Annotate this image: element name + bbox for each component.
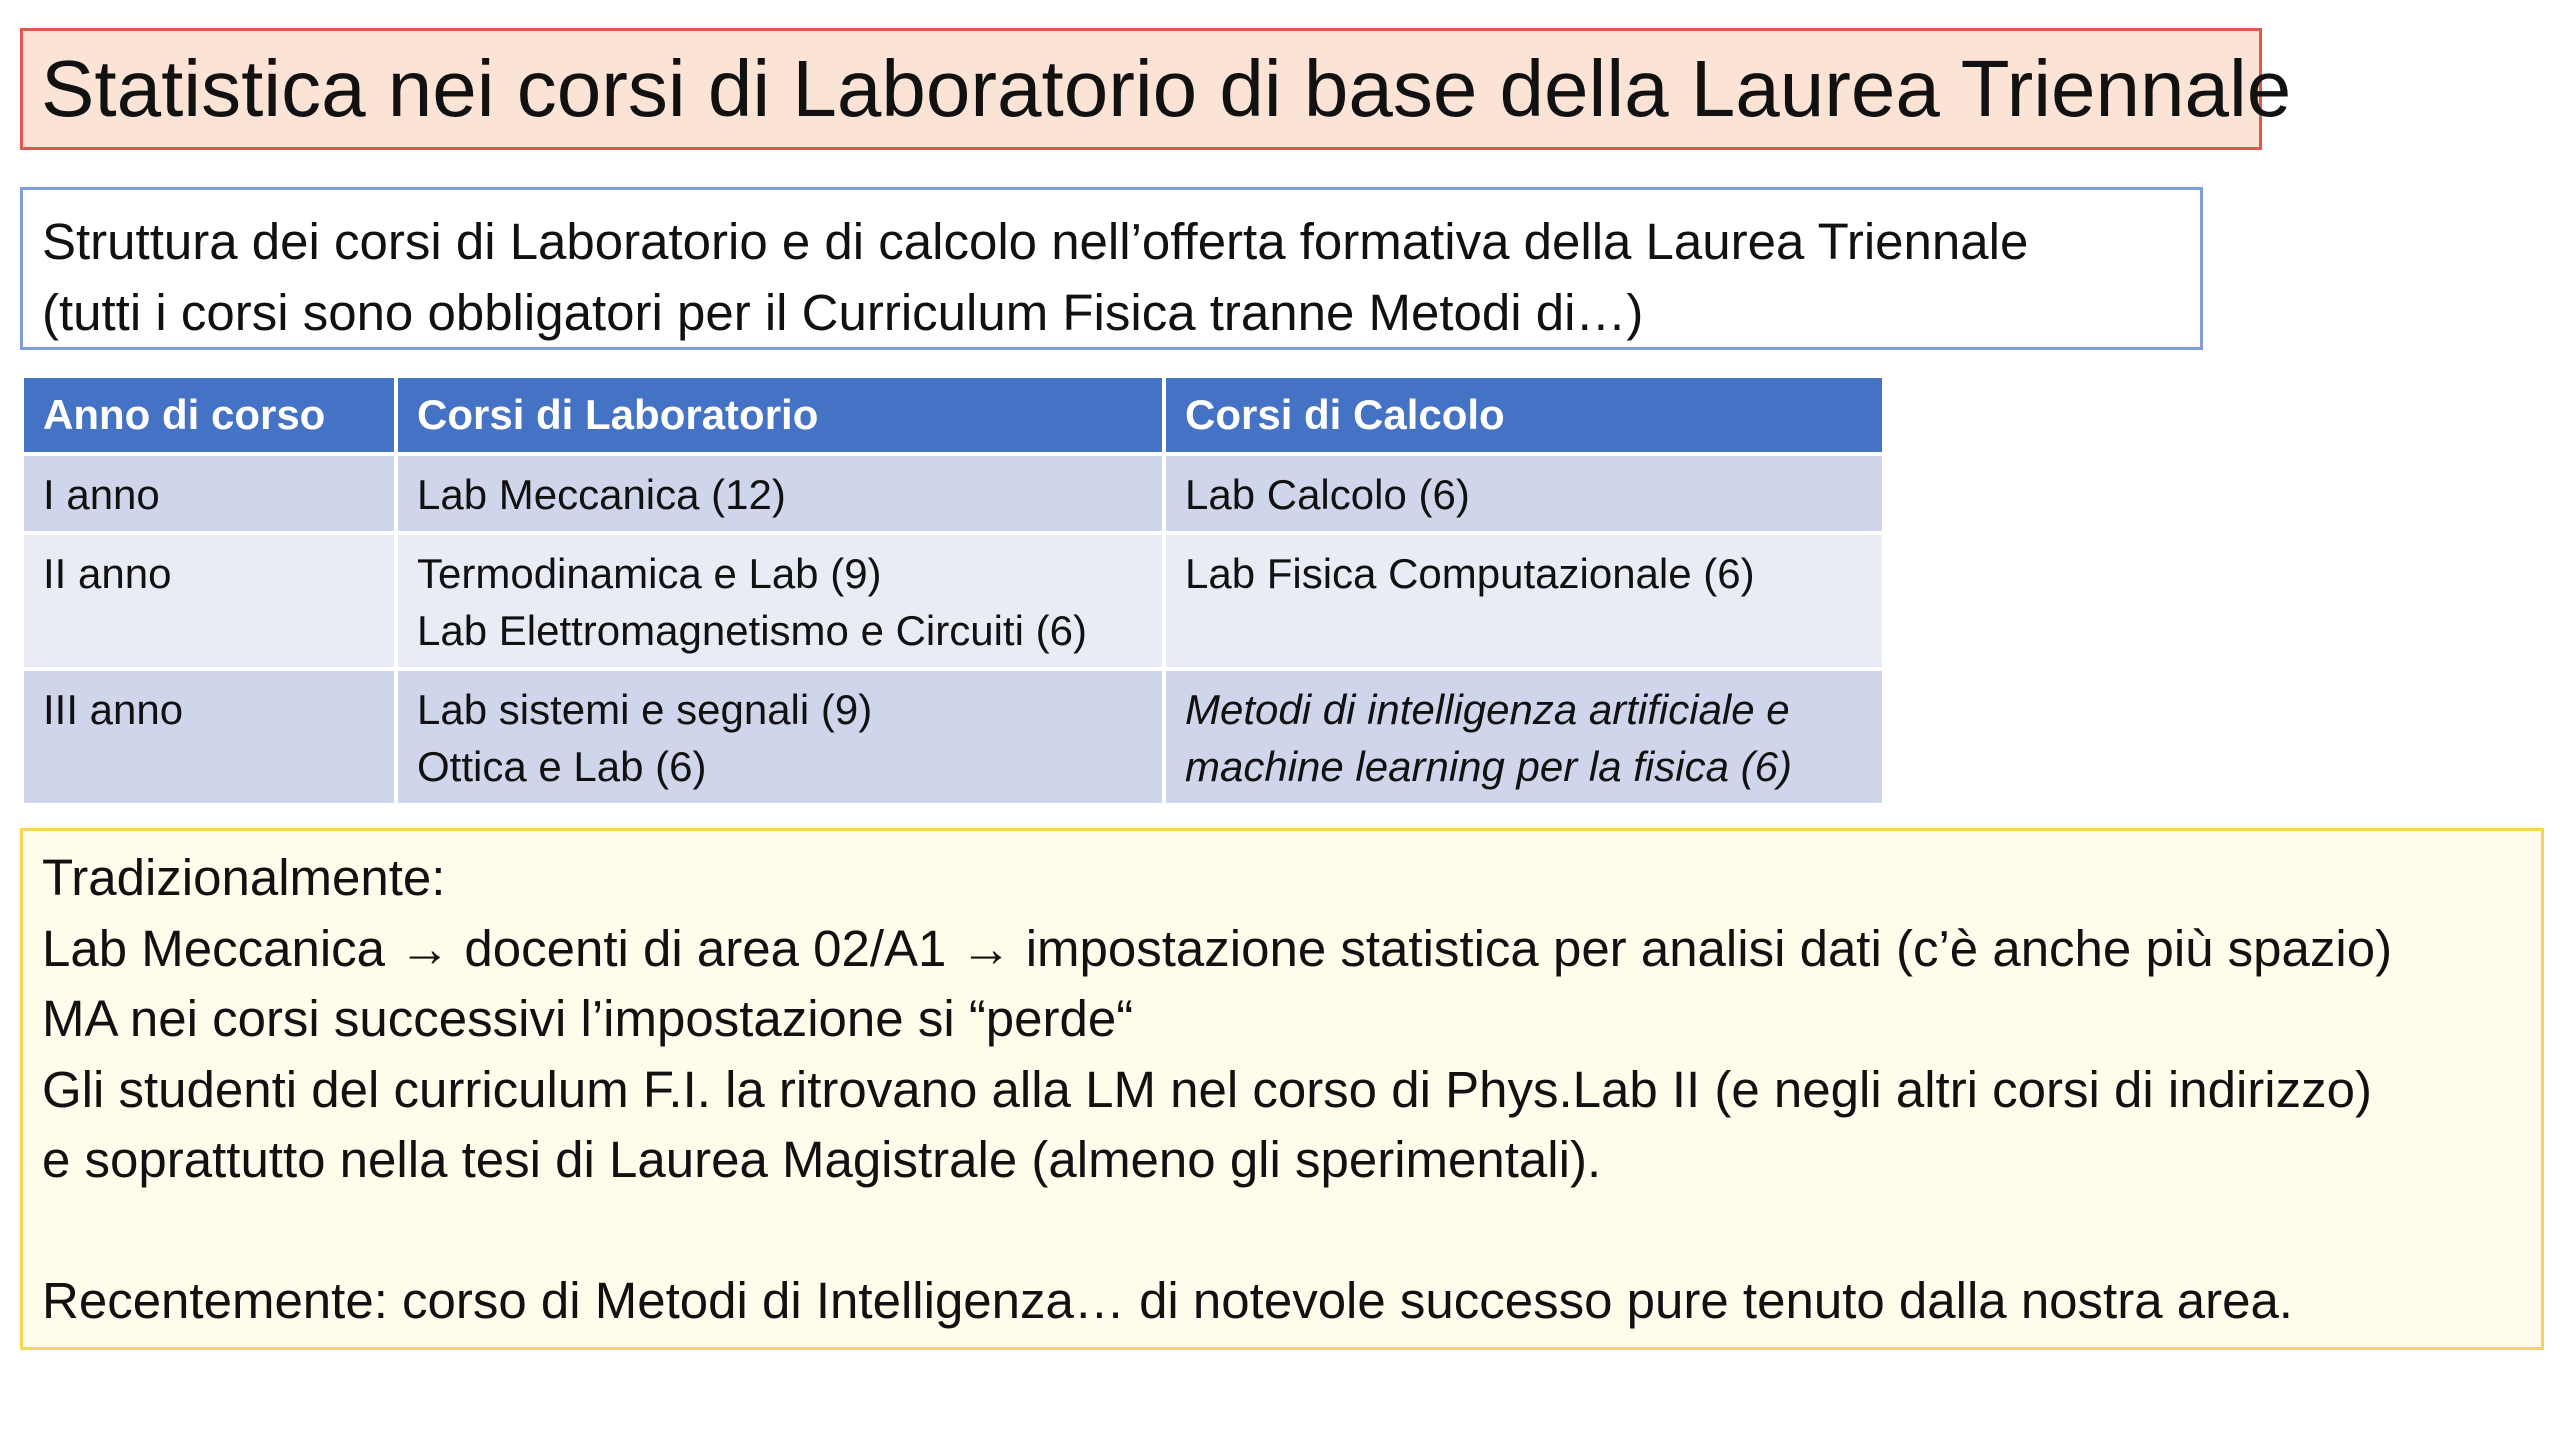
table-row — [22, 669, 1884, 805]
calc-cell — [1164, 454, 1884, 533]
notes-line: Gli studenti del curriculum F.I. la ritrovano alla LM nel corso di Phys.Lab II (e negli altri corsi di indirizzo) — [42, 1060, 2372, 1118]
column-header-lab: Corsi di Laboratorio — [396, 376, 1164, 454]
notes-box — [20, 828, 2544, 1350]
calc-cell — [1164, 669, 1884, 805]
notes-line: e soprattutto nella tesi di Laurea Magistrale (almeno gli sperimentali). — [42, 1131, 1602, 1188]
lab-course: Lab Elettromagnetismo e Circuiti (6) — [417, 607, 1087, 654]
calc-course: Lab Calcolo (6) — [1185, 471, 1470, 518]
calc-course: Lab Fisica Computazionale (6) — [1185, 550, 1755, 597]
lab-cell — [396, 454, 1164, 533]
table-header-row — [22, 376, 1884, 454]
calc-course: Metodi di intelligenza artificiale e — [1185, 686, 1790, 733]
lab-course: Termodinamica e Lab (9) — [417, 550, 882, 597]
lab-course: Lab sistemi e segnali (9) — [417, 686, 873, 733]
table-row — [22, 533, 1884, 669]
calc-cell — [1164, 533, 1884, 669]
slide-title: Statistica nei corsi di Laboratorio di base della Laurea Triennale — [41, 44, 2292, 133]
lab-course: Lab Meccanica (12) — [417, 471, 786, 518]
slide-title-box — [20, 28, 2292, 150]
year-label: II anno — [43, 550, 172, 597]
notes-spacer — [42, 1196, 2541, 1267]
intro-box — [20, 187, 2203, 350]
column-header-calc: Corsi di Calcolo — [1164, 376, 1884, 454]
table-row — [22, 454, 1884, 533]
year-cell — [22, 669, 396, 805]
column-header-year: Anno di corso — [22, 376, 396, 454]
year-cell — [22, 454, 396, 533]
lab-course: Ottica e Lab (6) — [417, 743, 707, 790]
notes-line: Recentemente: corso di Metodi di Intelligenza… di notevole successo pure tenuto dalla nostra area. — [42, 1272, 2293, 1329]
calc-course: machine learning per la fisica (6) — [1185, 743, 1792, 790]
notes-line: MA nei corsi successivi l’impostazione si “perde“ — [42, 990, 1134, 1047]
lab-cell — [396, 669, 1164, 805]
intro-line: Struttura dei corsi di Laboratorio e di calcolo nell’offerta formativa della Laurea Triennale — [42, 213, 2029, 270]
notes-line: Tradizionalmente: — [42, 849, 446, 906]
year-cell — [22, 533, 396, 669]
notes-line: Lab Meccanica → docenti di area 02/A1 → impostazione statistica per analisi dati (c’è anche più spazio) — [42, 919, 2393, 977]
year-label: III anno — [43, 686, 184, 733]
year-label: I anno — [43, 471, 160, 518]
courses-table — [20, 374, 1886, 807]
lab-cell — [396, 533, 1164, 669]
intro-line: (tutti i corsi sono obbligatori per il Curriculum Fisica tranne Metodi di…) — [42, 284, 1644, 341]
